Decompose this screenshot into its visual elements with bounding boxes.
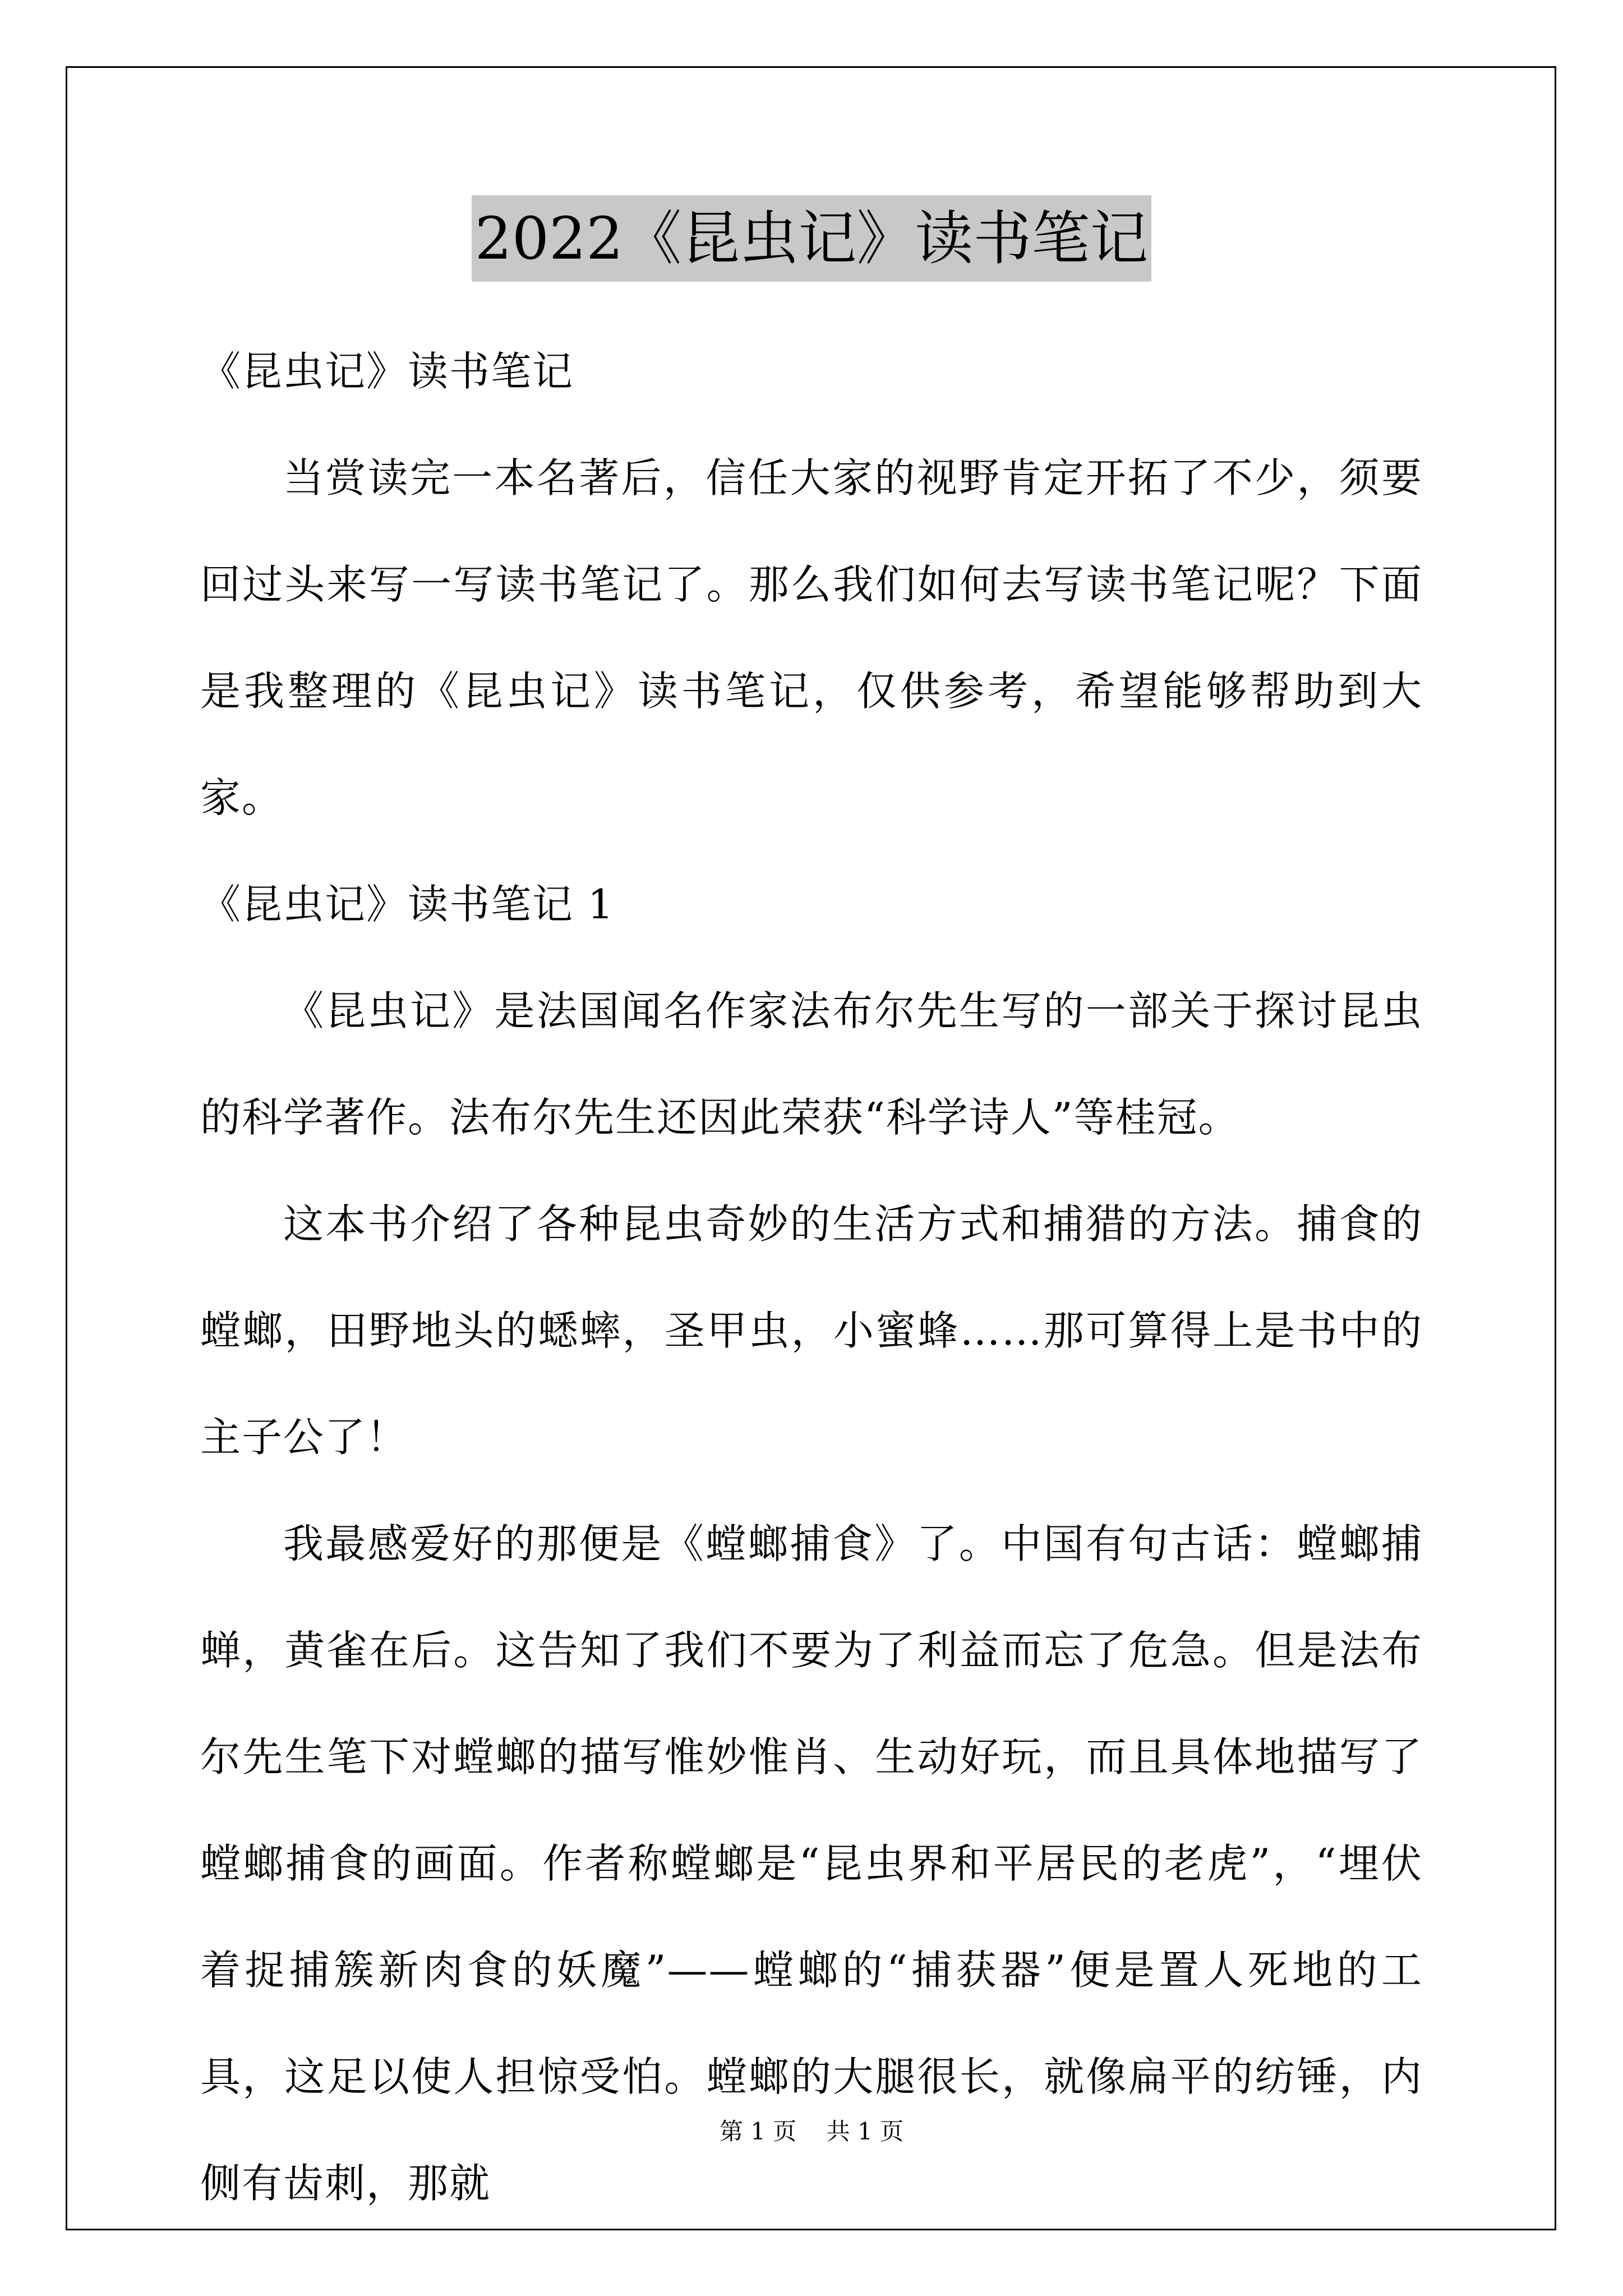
- page-footer: [0, 2115, 1623, 2148]
- paragraph-intro: 当赏读完一本名著后，信任大家的视野肯定开拓了不少，须要回过头来写一写读书笔记了。那么我们如何去写读书笔记呢？下面是我整理的《昆虫记》读书笔记，仅供参考，希望能够帮助到大家。: [200, 454, 1423, 821]
- paragraph-heading: 《昆虫记》读书笔记: [200, 348, 574, 395]
- document-title: 2022《昆虫记》读书笔记: [472, 195, 1152, 282]
- paragraph-1: 《昆虫记》是法国闻名作家法布尔先生写的一部关于探讨昆虫的科学著作。法布尔先生还因此荣获“科学诗人”等桂冠。: [200, 987, 1423, 1141]
- paragraph-section-heading: 《昆虫记》读书笔记 1: [200, 881, 615, 928]
- paragraph-2: 这本书介绍了各种昆虫奇妙的生活方式和捕猎的方法。捕食的螳螂，田野地头的蟋蟀，圣甲虫，小蜜蜂……那可算得上是书中的主子公了！: [200, 1200, 1423, 1461]
- page-number: 第 1 页: [719, 2118, 797, 2145]
- document-body: [200, 318, 1423, 2237]
- paragraph-3: 我最感爱好的那便是《螳螂捕食》了。中国有句古话：螳螂捕蝉，黄雀在后。这告知了我们不要为了利益而忘了危急。但是法布尔先生笔下对螳螂的描写惟妙惟肖、生动好玩，而且具体地描写了螳螂捕食的画面。作者称螳螂是“昆虫界和平居民的老虎”，“埋伏着捉捕簇新肉食的妖魔”——螳螂的“捕获器”便是置人死地的工具，这足以使人担惊受怕。螳螂的大腿很长，就像扁平的纺锤，内侧有齿刺，那就: [200, 1520, 1423, 2207]
- title-container: [0, 195, 1623, 282]
- page-total: 共 1 页: [826, 2118, 904, 2145]
